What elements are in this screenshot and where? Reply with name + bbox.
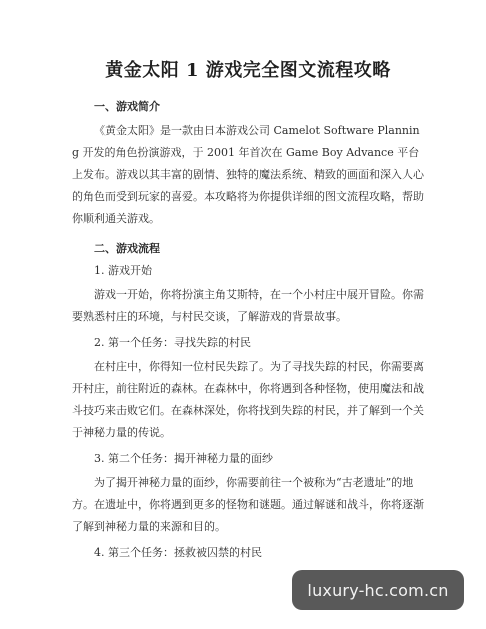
watermark-badge: luxury-hc.com.cn xyxy=(292,570,464,610)
document-page xyxy=(72,56,424,566)
flow-step-2-paragraph: 在村庄中，你得知一位村民失踪了。为了寻找失踪的村民，你需要离开村庄，前往附近的森林。在森林中，你将遇到各种怪物，使用魔法和战斗技巧来击败它们。在森林深处，你将找到失踪的村民，并了解到一个关于神秘力量的传说。 xyxy=(72,360,424,439)
intro-paragraph: 《黄金太阳》是一款由日本游戏公司 Camelot Software Planning 开发的角色扮演游戏，于 2001 年首次在 Game Boy Advance 平台上发布。游戏以其丰富的剧情、独特的魔法系统、精致的画面和深入人心的角色而受到玩家的喜爱。本攻略将为你提供详细的图文流程攻略，帮助你顺利通关游戏。 xyxy=(72,124,424,225)
flow-step-1-paragraph: 游戏一开始，你将扮演主角艾斯特，在一个小村庄中展开冒险。你需要熟悉村庄的环境，与村民交谈，了解游戏的背景故事。 xyxy=(72,288,424,323)
flow-step-3-title: 3. 第二个任务：揭开神秘力量的面纱 xyxy=(94,452,273,465)
document-title: 黄金太阳 1 游戏完全图文流程攻略 xyxy=(105,60,391,81)
section-heading-flow: 二、游戏流程 xyxy=(94,242,160,255)
flow-step-1-title: 1. 游戏开始 xyxy=(94,264,152,277)
section-heading-intro: 一、游戏简介 xyxy=(94,100,160,113)
flow-step-2-title: 2. 第一个任务：寻找失踪的村民 xyxy=(94,336,251,349)
flow-step-4-title: 4. 第三个任务：拯救被囚禁的村民 xyxy=(94,546,262,559)
flow-step-3-paragraph: 为了揭开神秘力量的面纱，你需要前往一个被称为“古老遗址”的地方。在遗址中，你将遇到更多的怪物和谜题。通过解谜和战斗，你将逐渐了解到神秘力量的来源和目的。 xyxy=(72,476,424,533)
